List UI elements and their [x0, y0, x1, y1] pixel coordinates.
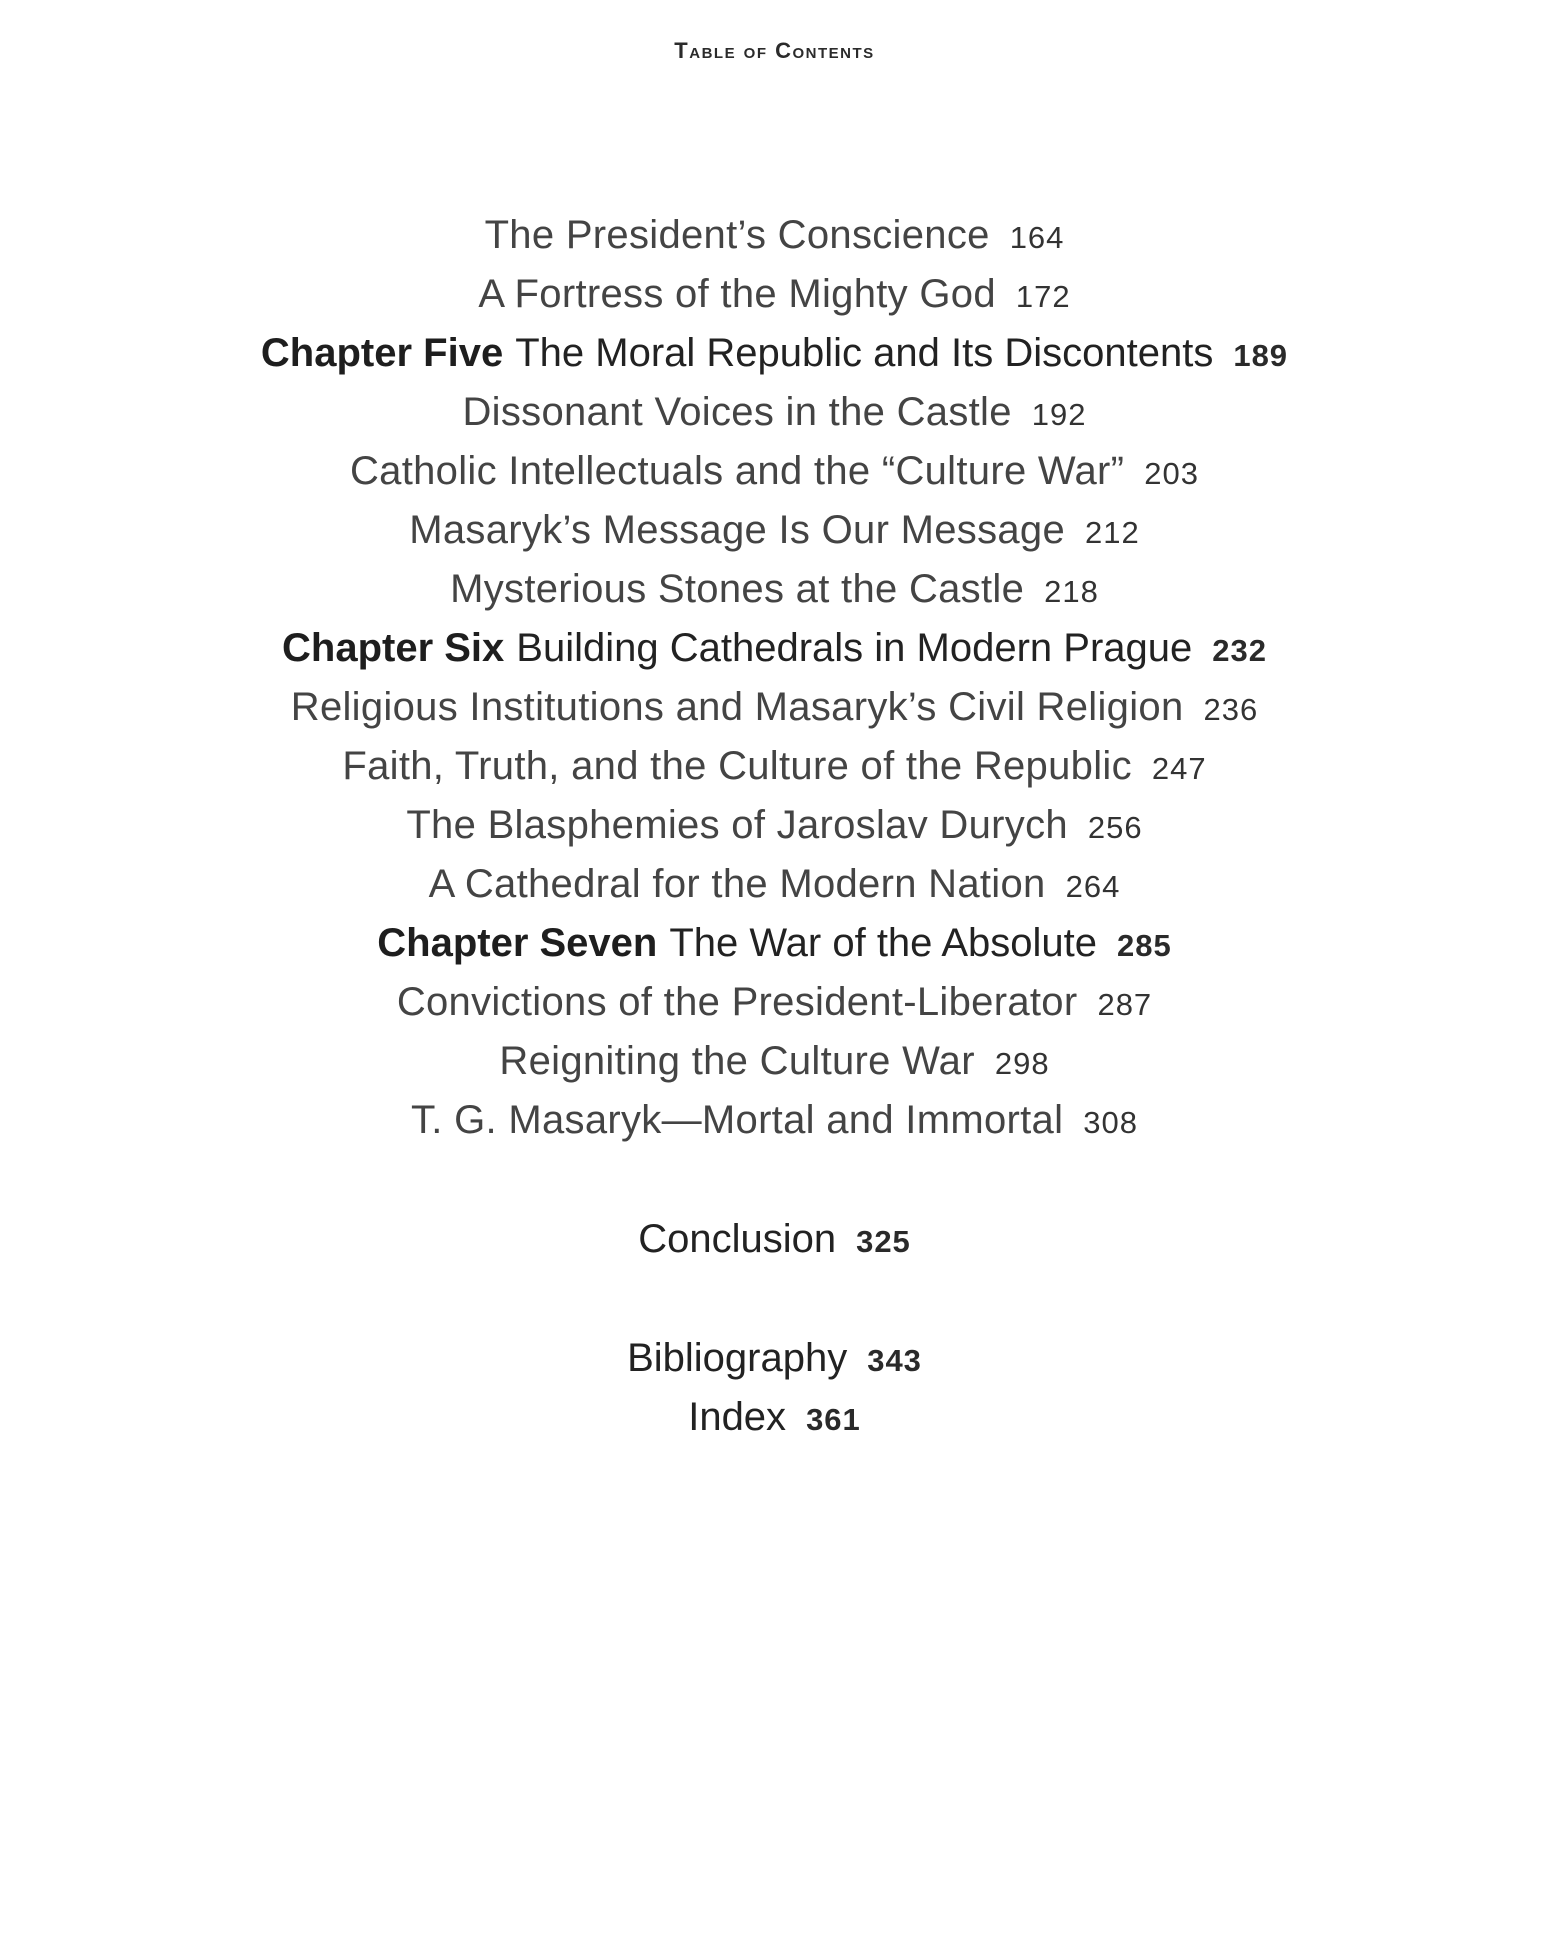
toc-entry	[0, 442, 1549, 501]
toc-entry-title: The President’s Conscience	[484, 213, 990, 257]
toc-entry-page: 236	[1203, 692, 1259, 727]
toc-conclusion-entry	[0, 1210, 1549, 1269]
toc-entry-page: 361	[806, 1402, 861, 1437]
chapter-label: Chapter Six	[282, 626, 505, 670]
toc-entry	[0, 206, 1549, 265]
toc-entry-page: 218	[1044, 574, 1099, 609]
toc-entry	[0, 678, 1549, 737]
toc-entry-title: Building Cathedrals in Modern Prague	[516, 626, 1193, 670]
toc-entry-page: 164	[1009, 220, 1065, 255]
toc-entry-page: 325	[856, 1224, 911, 1259]
table-of-contents	[0, 206, 1549, 1447]
toc-entry	[0, 737, 1549, 796]
running-head: Table of Contents	[674, 38, 875, 63]
toc-entry-title: Dissonant Voices in the Castle	[462, 390, 1012, 434]
toc-entry-page: 256	[1087, 810, 1143, 845]
toc-entry-title: Religious Institutions and Masaryk’s Civil Religion	[290, 685, 1184, 729]
toc-entry-page: 264	[1065, 869, 1121, 904]
toc-entry-title: Convictions of the President-Liberator	[396, 980, 1078, 1024]
toc-entry-page: 172	[1015, 279, 1071, 314]
toc-entry-page: 287	[1097, 987, 1153, 1022]
toc-entry-page: 308	[1083, 1105, 1138, 1140]
toc-entry-title: Conclusion	[638, 1217, 837, 1261]
toc-entry-title: A Fortress of the Mighty God	[478, 272, 996, 316]
toc-entry-page: 212	[1085, 515, 1140, 550]
toc-entry-title: Mysterious Stones at the Castle	[450, 567, 1025, 611]
toc-entry-page: 232	[1212, 633, 1267, 668]
toc-bibliography-entry	[0, 1329, 1549, 1388]
toc-entry-page: 203	[1144, 456, 1199, 491]
toc-chapter-entry	[0, 324, 1549, 383]
toc-entry-page: 189	[1233, 338, 1289, 373]
toc-entry	[0, 383, 1549, 442]
toc-entry	[0, 265, 1549, 324]
toc-index-entry	[0, 1388, 1549, 1447]
toc-entry-page: 192	[1031, 397, 1087, 432]
toc-entry-title: The War of the Absolute	[669, 921, 1097, 965]
toc-entry-title: Masaryk’s Message Is Our Message	[409, 508, 1066, 552]
chapter-label: Chapter Seven	[377, 921, 658, 965]
toc-entry-page: 285	[1117, 928, 1172, 963]
toc-entry-page: 343	[867, 1343, 922, 1378]
toc-entry-title: The Moral Republic and Its Discontents	[515, 331, 1214, 375]
toc-entry	[0, 855, 1549, 914]
toc-entry-page: 247	[1151, 751, 1207, 786]
toc-entry-title: A Cathedral for the Modern Nation	[428, 862, 1046, 906]
toc-entry	[0, 796, 1549, 855]
spacer	[0, 1150, 1549, 1210]
toc-entry-title: The Blasphemies of Jaroslav Durych	[406, 803, 1068, 847]
toc-entry	[0, 1091, 1549, 1150]
toc-entry-title: T. G. Masaryk—Mortal and Immortal	[411, 1098, 1064, 1142]
toc-entry	[0, 501, 1549, 560]
toc-entry-title: Reigniting the Culture War	[499, 1039, 975, 1083]
toc-entry-title: Bibliography	[627, 1336, 848, 1380]
toc-chapter-entry	[0, 619, 1549, 678]
toc-entry-page: 298	[994, 1046, 1050, 1081]
toc-chapter-entry	[0, 914, 1549, 973]
toc-entry	[0, 973, 1549, 1032]
toc-entry-title: Faith, Truth, and the Culture of the Republic	[342, 744, 1132, 788]
toc-entry	[0, 1032, 1549, 1091]
toc-entry-title: Index	[688, 1395, 787, 1439]
spacer	[0, 1269, 1549, 1329]
chapter-label: Chapter Five	[260, 331, 504, 375]
toc-entry	[0, 560, 1549, 619]
toc-entry-title: Catholic Intellectuals and the “Culture War”	[349, 449, 1125, 493]
